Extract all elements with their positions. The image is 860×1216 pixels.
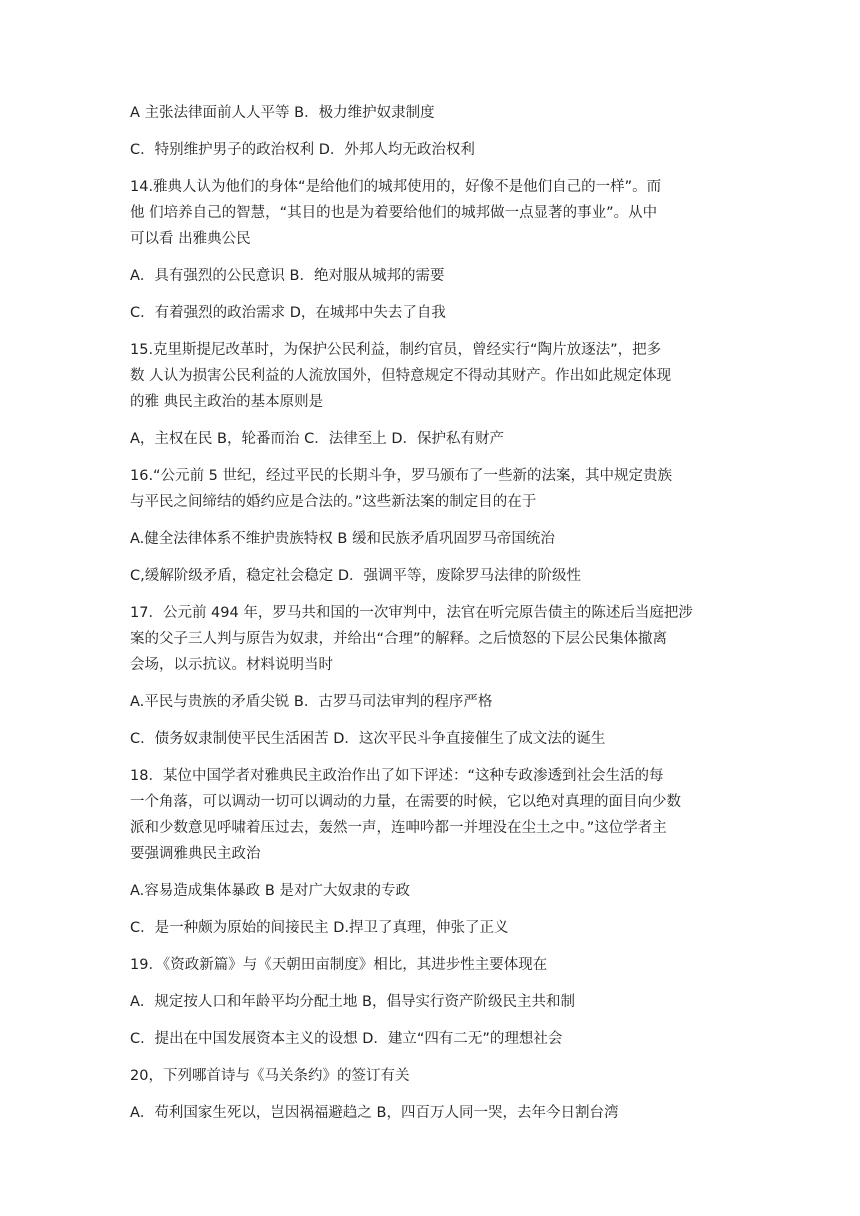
text-line: 数 人认为损害公民利益的人流放国外，但特意规定不得动其财产。作出如此规定体现 — [130, 368, 672, 384]
text-line: 派和少数意见呼啸着压过去，轰然一声，连呻吟都一并埋没在尘土之中。”这位学者主 — [130, 820, 667, 836]
text-line: 20，下列哪首诗与《马关条约》的签订有关 — [130, 1068, 410, 1084]
question-20 — [130, 1063, 734, 1089]
text-line: 的雅 典民主政治的基本原则是 — [130, 394, 324, 410]
text-line: 14.雅典人认为他们的身体“是给他们的城邦使用的，好像不是他们自己的一样”。而 — [130, 179, 662, 195]
text-line: 17．公元前 494 年，罗马共和国的一次审判中，法官在听完原告债主的陈述后当庭把涉 — [130, 605, 693, 621]
text-line: A.平民与贵族的矛盾尖锐 B．古罗马司法审判的程序严格 — [130, 694, 493, 710]
text-line: 一个角落，可以调动一切可以调动的力量，在需要的时候，它以绝对真理的面目向少数 — [130, 794, 681, 810]
question-15-options — [130, 426, 734, 452]
question-18 — [130, 763, 734, 867]
text-line: 可以看 出雅典公民 — [130, 231, 251, 247]
text-line: 会场，以示抗议。材料说明当时 — [130, 657, 333, 673]
question-14 — [130, 174, 734, 252]
paragraph-13-options-cd — [130, 137, 734, 163]
text-line: 15.克里斯提尼改革时，为保护公民利益，制约官员，曾经实行“陶片放逐法”，把多 — [130, 342, 662, 358]
question-20-options-ab — [130, 1100, 734, 1126]
question-17-options-cd — [130, 726, 734, 752]
question-15 — [130, 337, 734, 415]
text-line: 16.“公元前 5 世纪，经过平民的长期斗争，罗马颁布了一些新的法案，其中规定贵族 — [130, 468, 673, 484]
text-line: A.容易造成集体暴政 B 是对广大奴隶的专政 — [130, 883, 410, 899]
text-line: C．有着强烈的政治需求 D，在城邦中失去了自我 — [130, 305, 446, 321]
text-line: 案的父子三人判与原告为奴隶，并给出“合理”的解释。之后愤怒的下层公民集体撤离 — [130, 631, 668, 647]
question-18-options-cd — [130, 915, 734, 941]
question-16-options-ab — [130, 526, 734, 552]
text-line: A.健全法律体系不维护贵族特权 B 缓和民族矛盾巩固罗马帝国统治 — [130, 531, 555, 547]
question-19-options-ab — [130, 989, 734, 1015]
text-line: A．苟利国家生死以，岂因祸福避趋之 B，四百万人同一哭，去年今日割台湾 — [130, 1105, 619, 1121]
text-line: A 主张法律面前人人平等 B．极力维护奴隶制度 — [130, 105, 435, 121]
question-16 — [130, 463, 734, 515]
question-14-options-ab — [130, 263, 734, 289]
question-17 — [130, 600, 734, 678]
question-19 — [130, 952, 734, 978]
question-19-options-cd — [130, 1026, 734, 1052]
document-body — [130, 100, 734, 1137]
question-17-options-ab — [130, 689, 734, 715]
text-line: C．是一种颇为原始的间接民主 D.捍卫了真理，伸张了正义 — [130, 920, 509, 936]
text-line: A．具有强烈的公民意识 B．绝对服从城邦的需要 — [130, 268, 445, 284]
text-line: 他 们培养自己的智慧，“其目的也是为着要给他们的城邦做一点显著的事业”。从中 — [130, 205, 658, 221]
text-line: A．规定按人口和年龄平均分配土地 B，倡导实行资产阶级民主共和制 — [130, 994, 575, 1010]
text-line: C．债务奴隶制使平民生活困苦 D．这次平民斗争直接催生了成文法的诞生 — [130, 731, 606, 747]
question-18-options-ab — [130, 878, 734, 904]
text-line: 要强调雅典民主政治 — [130, 846, 261, 862]
question-14-options-cd — [130, 300, 734, 326]
text-line: C．特别维护男子的政治权利 D．外邦人均无政治权利 — [130, 142, 475, 158]
text-line: A，主权在民 B，轮番而治 C．法律至上 D．保护私有财产 — [130, 431, 504, 447]
paragraph-13-options-ab — [130, 100, 734, 126]
text-line: C,缓解阶级矛盾，稳定社会稳定 D．强调平等，废除罗马法律的阶级性 — [130, 568, 582, 584]
text-line: 19．《资政新篇》与《天朝田亩制度》相比，其进步性主要体现在 — [130, 957, 548, 973]
question-16-options-cd — [130, 563, 734, 589]
text-line: C．提出在中国发展资本主义的设想 D．建立“四有二无”的理想社会 — [130, 1031, 563, 1047]
text-line: 18．某位中国学者对雅典民主政治作出了如下评述：“这种专政渗透到社会生活的每 — [130, 768, 664, 784]
text-line: 与平民之间缔结的婚约应是合法的。”这些新法案的制定目的在于 — [130, 494, 537, 510]
